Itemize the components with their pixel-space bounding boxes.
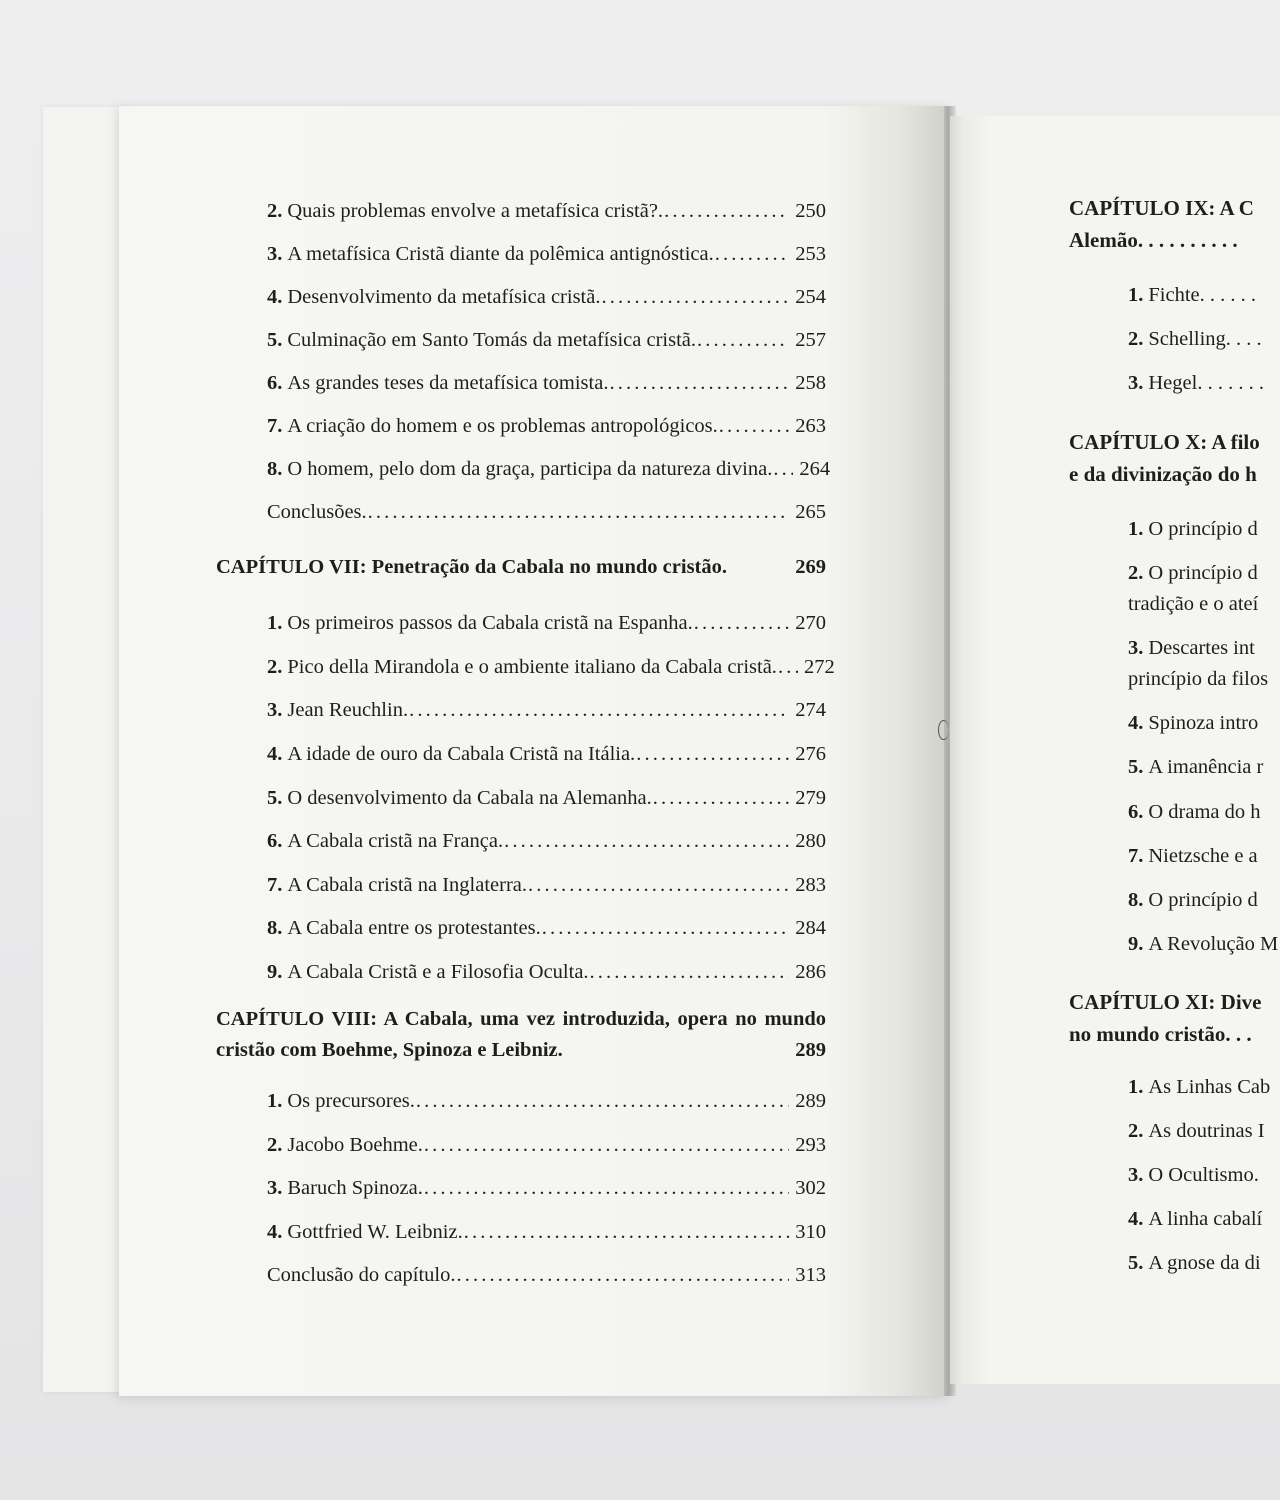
entry-number: 6. [267,372,283,394]
toc-entry [1128,633,1268,695]
entry-page: 272 [803,656,835,678]
entry-number: 4. [267,1221,283,1243]
page-edge-mark [938,720,949,740]
toc-entry [267,1221,826,1244]
entry-number: 4. [267,286,283,308]
entry-title: A gnose da di [1148,1252,1261,1274]
entry-title: A Revolução M [1148,933,1279,955]
toc-entry [1128,841,1258,872]
entry-number: 5. [1128,1252,1144,1274]
entry-title: A Cabala entre os protestantes. [287,917,541,939]
entry-title: O princípio d [1148,518,1258,540]
chapter-title-line2: e da divinização do h [1069,462,1257,486]
entry-page: 279 [795,787,826,809]
toc-entry [267,787,826,810]
chapter-heading [1069,986,1280,1050]
entry-page: 284 [795,917,826,939]
leader-dots [609,372,789,395]
toc-entry [1128,284,1280,307]
toc-entry [267,286,826,309]
entry-page: 274 [795,699,826,721]
toc-entry [1128,929,1278,960]
toc-entry [267,243,826,266]
chapter-page: 269 [795,556,826,578]
entry-title: Os primeiros passos da Cabala cristã na Espanha. [287,612,693,634]
entry-number: 3. [267,699,283,721]
entry-title: Gottfried W. Leibniz. [287,1221,463,1243]
entry-number: 3. [1128,637,1144,659]
chapter-heading [1069,192,1280,256]
entry-number: 2. [267,656,283,678]
entry-title: A criação do homem e os problemas antropológicos. [287,415,718,437]
entry-title: Spinoza intro [1148,712,1259,734]
chapter-title-line1: CAPÍTULO VIII: A Cabala, uma vez introduzida, opera no mundo [216,1008,826,1030]
leader-dots [456,1264,789,1287]
entry-page: 286 [795,961,826,983]
entry-number: 4. [1128,1208,1144,1230]
toc-entry [267,830,826,853]
chapter-title-line1: CAPÍTULO XI: Dive [1069,990,1262,1014]
entry-number: 8. [267,458,283,480]
entry-page: 263 [795,415,826,437]
leader-dots [697,329,789,352]
entry-title: Jacobo Boehme. [287,1134,423,1156]
entry-number: 2. [1128,328,1144,350]
entry-page: 280 [795,830,826,852]
entry-title: A imanência r [1148,756,1264,778]
chapter-title-line2: no mundo cristão. . . [1069,1022,1252,1046]
entry-number: 3. [267,1177,283,1199]
leader-dots [715,243,789,266]
entry-number: 2. [1128,1120,1144,1142]
toc-entry [267,1177,826,1200]
entry-number: 7. [267,874,283,896]
entry-page: 313 [795,1264,826,1286]
entry-title: O drama do h [1148,801,1261,823]
entry-title: A Cabala cristã na França. [287,830,504,852]
toc-entry [267,874,826,897]
toc-entry [267,415,826,438]
entry-title: A idade de ouro da Cabala Cristã na Itália. [287,743,636,765]
entry-page: 276 [795,743,826,765]
toc-entry [1128,885,1258,916]
toc-entry [267,612,826,635]
entry-title: Nietzsche e a [1148,845,1258,867]
entry-page: 310 [795,1221,826,1243]
chapter-title: CAPÍTULO VII: Penetração da Cabala no mundo cristão. [216,556,727,578]
entry-title: Conclusões. [267,501,367,523]
entry-title: A Cabala Cristã e a Filosofia Oculta. [287,961,589,983]
entry-title: Culminação em Santo Tomás da metafísica cristã. [287,329,697,351]
entry-title: As grandes teses da metafísica tomista. [287,372,609,394]
entry-title: Conclusão do capítulo. [267,1264,456,1286]
toc-entry [267,501,826,524]
entry-number: 1. [1128,284,1144,306]
entry-number: 5. [1128,756,1144,778]
entry-number: 1. [1128,518,1144,540]
toc-entry [1128,797,1261,828]
entry-number: 1. [1128,1076,1144,1098]
entry-page: 302 [795,1177,826,1199]
toc-entry [267,917,826,940]
entry-number: 7. [267,415,283,437]
leader-dots [424,1177,789,1200]
left-page [119,106,949,1396]
toc-entry [1128,752,1263,783]
entry-title: O princípio d [1148,889,1258,911]
leader-dots [504,830,789,853]
entry-number: 7. [1128,845,1144,867]
entry-number: 5. [267,329,283,351]
entry-page: 264 [799,458,831,480]
leader-dots [528,874,789,897]
toc-entry [1128,1120,1280,1143]
entry-number: 2. [1128,562,1144,584]
entry-title: Baruch Spinoza. [287,1177,423,1199]
leader-dots [424,1134,789,1157]
toc-entry [267,961,826,984]
entry-title: Pico della Mirandola e o ambiente italiano da Cabala cristã. [287,656,777,678]
entry-page: 250 [795,200,826,222]
chapter-heading [1069,426,1280,490]
toc-entry [267,1134,826,1157]
entry-title: A Cabala cristã na Inglaterra. [287,874,527,896]
toc-entry [267,743,826,766]
entry-number: 6. [1128,801,1144,823]
chapter-page: 289 [795,1039,826,1061]
toc-entry [1128,1076,1280,1099]
entry-title: Os precursores. [287,1090,415,1112]
entry-number: 2. [267,1134,283,1156]
entry-title: Fichte. . . . . . [1148,284,1256,306]
chapter-heading [216,556,826,579]
entry-number: 3. [1128,372,1144,394]
leader-dots [464,1221,790,1244]
entry-number: 4. [1128,712,1144,734]
entry-title: Quais problemas envolve a metafísica cristã?. [287,200,664,222]
entry-title: As Linhas Cab [1148,1076,1271,1098]
entry-page: 283 [795,874,826,896]
entry-page: 289 [795,1090,826,1112]
leader-dots [368,501,790,524]
entry-title: Descartes int [1148,637,1255,659]
entry-number: 5. [267,787,283,809]
toc-entry [1128,558,1258,620]
entry-title: O desenvolvimento da Cabala na Alemanha. [287,787,652,809]
chapter-title-line2: cristão com Boehme, Spinoza e Leibniz. [216,1039,563,1061]
leader-dots [636,743,789,766]
entry-number: 8. [267,917,283,939]
entry-number: 1. [267,1090,283,1112]
entry-number: 4. [267,743,283,765]
leader-dots [719,415,789,438]
entry-title: As doutrinas I [1148,1120,1265,1142]
entry-page: 258 [795,372,826,394]
toc-entry [1128,328,1280,351]
entry-title: Hegel. . . . . . . [1148,372,1264,394]
toc-entry [267,656,835,679]
entry-page: 254 [795,286,826,308]
entry-number: 9. [267,961,283,983]
entry-title: Schelling. . . . [1148,328,1262,350]
toc-entry [267,1264,826,1287]
toc-entry [1128,708,1258,739]
right-page [950,116,1280,1384]
leader-dots [409,699,789,722]
entry-number: 2. [267,200,283,222]
chapter-title-line2: Alemão. . . . . . . . . . [1069,228,1238,252]
toc-entry [1128,372,1280,395]
chapter-title-line1: CAPÍTULO IX: A C [1069,196,1254,220]
entry-page: 293 [795,1134,826,1156]
leader-dots [773,458,793,481]
toc-entry [267,1090,826,1113]
toc-entry [267,329,826,352]
entry-page: 253 [795,243,826,265]
entry-title: Jean Reuchlin. [287,699,409,721]
entry-number: 9. [1128,933,1144,955]
leader-dots [542,917,790,940]
entry-title: O princípio d [1148,562,1258,584]
entry-number: 1. [267,612,283,634]
entry-page: 265 [795,501,826,523]
toc-entry [1128,1164,1280,1187]
entry-title-continued: tradição e o ateí [1128,593,1259,615]
toc-entry [1128,1252,1280,1275]
entry-number: 6. [267,830,283,852]
toc-entry [1128,514,1258,545]
leader-dots [694,612,790,635]
entry-title: A linha cabalí [1148,1208,1263,1230]
toc-entry [1128,1208,1280,1231]
toc-entry [267,699,826,722]
leader-dots [416,1090,789,1113]
entry-title: Desenvolvimento da metafísica cristã. [287,286,601,308]
entry-title: A metafísica Cristã diante da polêmica antignóstica. [287,243,714,265]
entry-title: O homem, pelo dom da graça, participa da natureza divina. [287,458,773,480]
entry-page: 257 [795,329,826,351]
entry-title-continued: princípio da filos [1128,668,1269,690]
leader-dots [590,961,790,984]
entry-number: 8. [1128,889,1144,911]
entry-number: 3. [267,243,283,265]
entry-page: 270 [795,612,826,634]
entry-number: 3. [1128,1164,1144,1186]
toc-entry [267,372,826,395]
chapter-title-line1: CAPÍTULO X: A filo [1069,430,1260,454]
leader-dots [664,200,789,223]
chapter-heading [216,1004,826,1066]
leader-dots [778,656,798,679]
leader-dots [653,787,790,810]
toc-entry [267,200,826,223]
entry-title: O Ocultismo. [1148,1164,1259,1186]
leader-dots [601,286,789,309]
toc-entry [267,458,831,481]
